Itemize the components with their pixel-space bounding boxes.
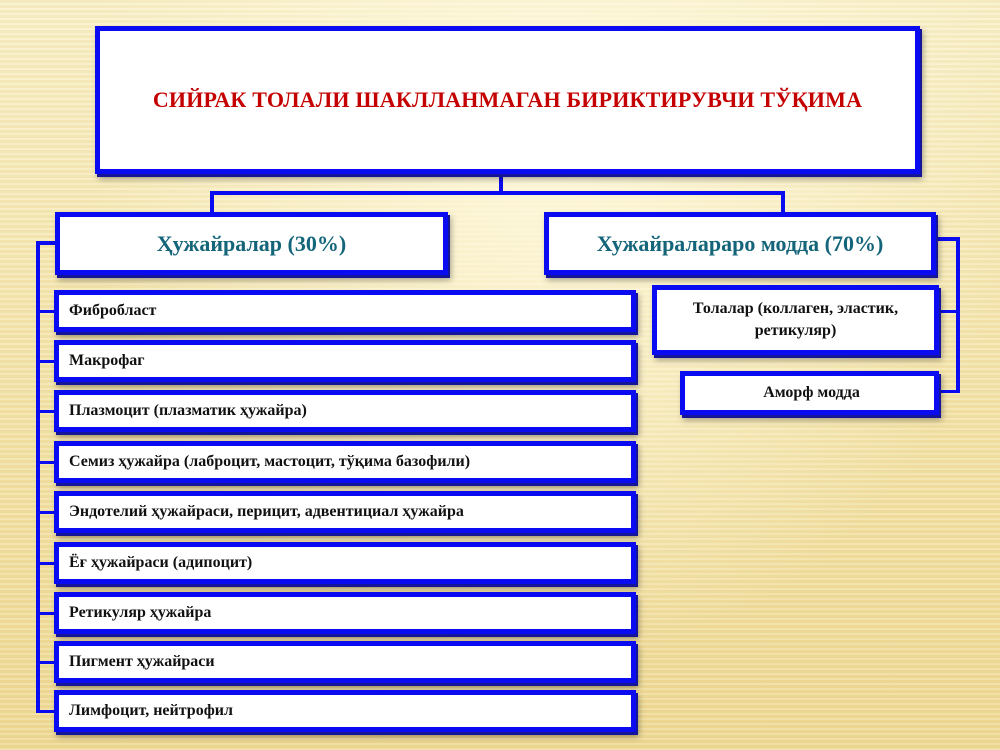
cell-type-label: Плазмоцит (плазматик ҳужайра) <box>69 402 307 419</box>
left-bracket-tick <box>36 612 56 615</box>
cell-type-item <box>54 340 636 382</box>
title-box <box>95 26 920 174</box>
right-bracket-vertical <box>956 237 960 393</box>
connector-horizontal-bar <box>210 191 785 195</box>
intercellular-substance-category-box <box>544 212 936 275</box>
cell-type-label: Пигмент ҳужайраси <box>69 653 215 670</box>
diagram-title: СИЙРАК ТОЛАЛИ ШАКЛЛАНМАГАН БИРИКТИРУВЧИ ТЎҚИМА <box>152 87 863 112</box>
cell-type-item <box>54 592 636 634</box>
substance-component-label: Аморф модда <box>763 384 860 401</box>
right-bracket-tick <box>936 310 958 313</box>
substance-component-item <box>652 285 939 355</box>
left-bracket-tick <box>36 310 56 313</box>
cell-type-label: Фибробласт <box>69 302 157 319</box>
left-bracket-tick <box>36 511 56 514</box>
left-bracket-tick <box>36 360 56 363</box>
left-bracket-tick <box>36 562 56 565</box>
cell-type-item <box>54 390 636 432</box>
cell-type-label: Лимфоцит, нейтрофил <box>69 702 233 719</box>
cell-type-item <box>54 441 636 483</box>
substance-component-item <box>680 371 939 415</box>
cell-type-label: Ёғ ҳужайраси (адипоцит) <box>69 554 253 571</box>
cell-type-item <box>54 690 636 732</box>
cell-type-label: Эндотелий ҳужайраси, перицит, адвентициал ҳужайра <box>69 503 464 520</box>
left-bracket-tick <box>36 410 56 413</box>
cell-type-item <box>54 290 636 332</box>
left-bracket-tick <box>36 710 56 713</box>
cells-category-box <box>55 212 448 275</box>
substance-component-label: Толалар (коллаген, эластик, ретикуляр) <box>692 300 899 339</box>
right-bracket-tick <box>936 390 958 393</box>
left-bracket-tick <box>36 461 56 464</box>
cell-type-label: Макрофаг <box>69 352 145 369</box>
intercellular-substance-category-label: Хужайралараро модда (70%) <box>596 230 884 256</box>
cell-type-item <box>54 641 636 683</box>
cell-type-label: Ретикуляр ҳужайра <box>69 604 212 621</box>
cell-type-item <box>54 491 636 533</box>
cell-type-item <box>54 542 636 584</box>
left-bracket-tick <box>36 661 56 664</box>
cells-category-label: Ҳужайралар (30%) <box>156 230 347 256</box>
cell-type-label: Семиз ҳужайра (лаброцит, мастоцит, тўқима базофили) <box>69 453 471 470</box>
